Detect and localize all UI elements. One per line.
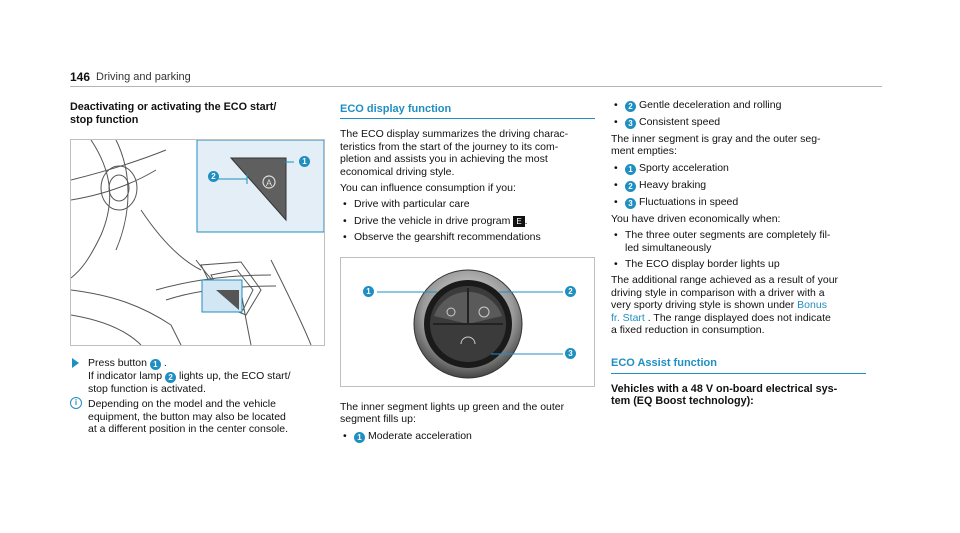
column-1-steps bbox=[70, 357, 325, 436]
vehicles-48v-title: Vehicles with a 48 V on-board electrical sys- tem (EQ Boost technology): bbox=[611, 382, 838, 408]
list-item: • 1 Sporty acceleration bbox=[614, 161, 729, 174]
eco-assist-heading: ECO Assist function bbox=[611, 357, 866, 373]
svg-text:A: A bbox=[266, 178, 273, 188]
figure-label-1: 1 bbox=[299, 156, 310, 167]
fr-start-link[interactable]: fr. Start bbox=[611, 311, 645, 324]
eco-display-heading: ECO display function bbox=[340, 103, 595, 119]
column-2 bbox=[340, 103, 595, 244]
column-1 bbox=[70, 101, 325, 126]
section-title: Driving and parking bbox=[96, 71, 191, 83]
instruction-step: Press button 1 . If indicator lamp 2 lights up, the ECO start/ stop function is activated. bbox=[70, 357, 325, 395]
consumption-intro: You can influence consumption if you: bbox=[340, 182, 516, 195]
list-item: • 2 Gentle deceleration and rolling bbox=[614, 99, 782, 111]
list-item: • Drive the vehicle in drive program E . bbox=[343, 214, 528, 227]
eco-display-figure bbox=[340, 257, 595, 387]
list-item: • 3 Consistent speed bbox=[614, 116, 721, 128]
figure-label-3: 3 bbox=[565, 348, 576, 359]
list-item: • 3 Fluctuations in speed bbox=[614, 195, 739, 208]
info-note: i Depending on the model and the vehicle equipment, the button may also be located at a different position in the center console. bbox=[70, 398, 325, 435]
list-item: • Observe the gearshift recommendations bbox=[343, 231, 541, 244]
econ-intro: You have driven economically when: bbox=[611, 212, 781, 225]
column-3 bbox=[611, 99, 866, 408]
callout-2: 2 bbox=[165, 372, 176, 383]
step-arrow-icon bbox=[72, 358, 79, 368]
eco-display-intro: The ECO display summarizes the driving charac- teristics from the start of the journey to its com- pletion and assists you in achieving the most economical driving style. bbox=[340, 128, 569, 178]
center-console-figure bbox=[70, 139, 325, 346]
list-item: • Drive with particular care bbox=[343, 198, 470, 211]
callout-1: 1 bbox=[150, 359, 161, 370]
eco-display-illustration bbox=[341, 258, 594, 386]
info-icon: i bbox=[70, 397, 82, 409]
bonus-link[interactable]: Bonus bbox=[797, 299, 827, 312]
list-item: • The ECO display border lights up bbox=[614, 258, 780, 271]
page-header bbox=[70, 68, 882, 86]
list-item: • 2 Heavy braking bbox=[614, 178, 707, 191]
column-2-lower: The inner segment lights up green and the outer segment fills up: • 1 Moderate acceleration bbox=[340, 401, 595, 443]
figure-label-2: 2 bbox=[565, 286, 576, 297]
figure-label-1: 1 bbox=[363, 286, 374, 297]
center-console-illustration bbox=[71, 140, 324, 345]
figure-label-2: 2 bbox=[208, 171, 219, 182]
page-number: 146 bbox=[70, 70, 91, 84]
eco-start-stop-title: Deactivating or activating the ECO start/ stop function bbox=[70, 101, 277, 126]
drive-program-e-icon: E bbox=[513, 216, 524, 227]
range-text: The additional range achieved as a result of your driving style in comparison with a driver with a very sporty driving style is shown under Bonus fr. Start . The range displayed does not indicate a fixed reduction in consumption. bbox=[611, 274, 839, 337]
gray-segment-text: The inner segment is gray and the outer seg- ment empties: bbox=[611, 133, 821, 158]
header-divider bbox=[70, 86, 882, 87]
list-item: • 1 Moderate acceleration bbox=[343, 429, 472, 442]
list-item: • The three outer segments are completely fil- led simultaneously bbox=[614, 229, 831, 254]
